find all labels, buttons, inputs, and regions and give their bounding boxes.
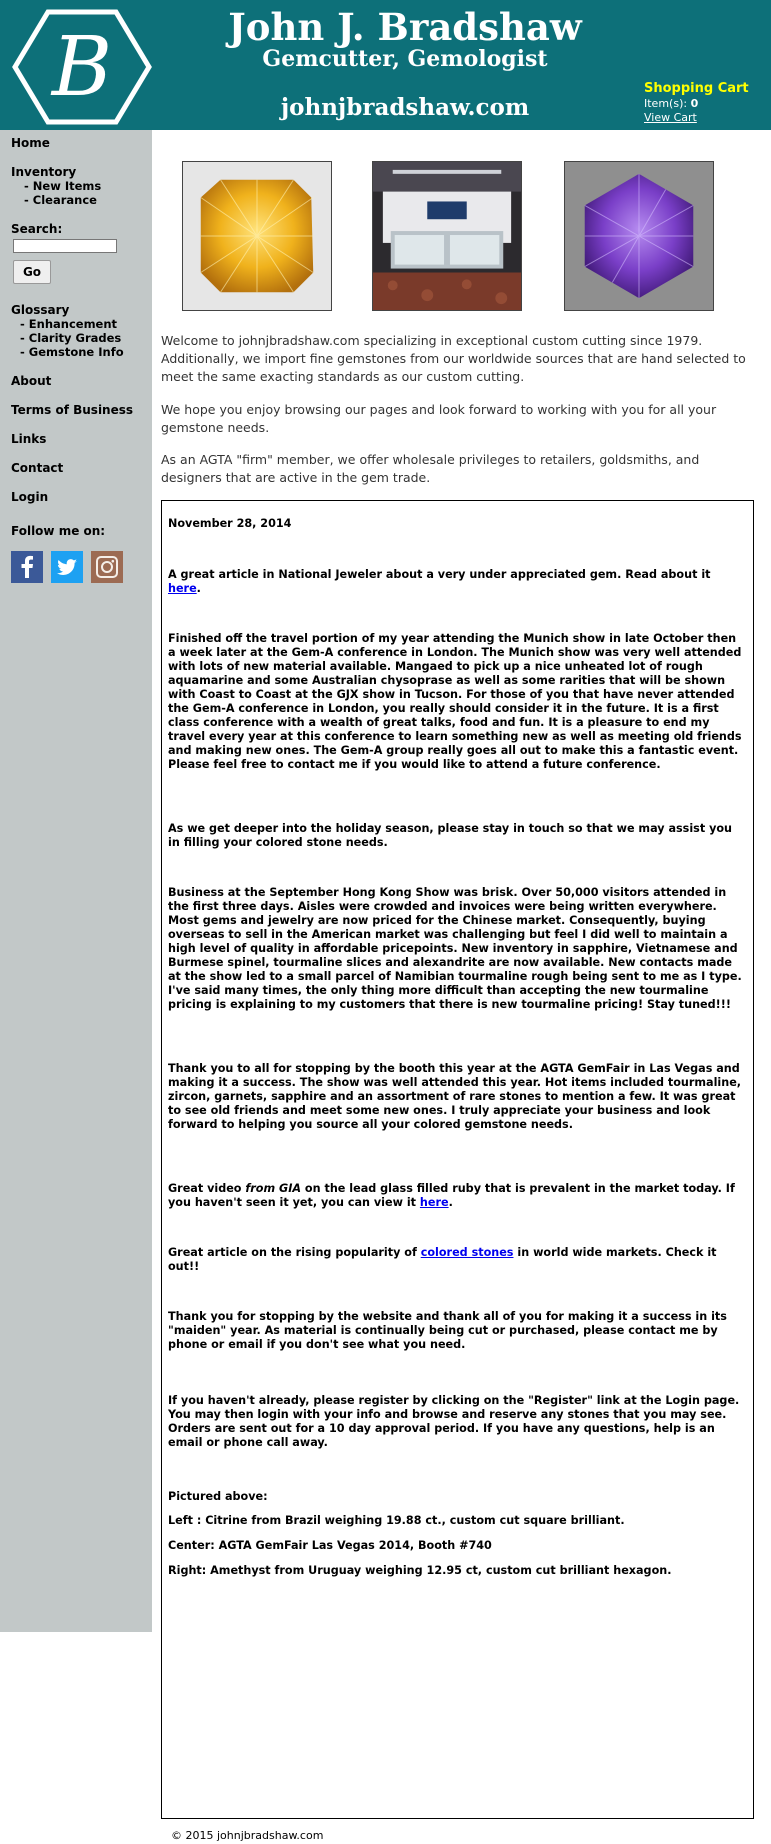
news-register: If you haven't already, please register by clicking on the "Register" link at the Login page. You may then login with your info and browse and reserve any stones that you may see. Orders are sent out for a 10 day approval period. If you have any questions, help is an email or phone call away. bbox=[168, 1394, 740, 1449]
citrine-photo bbox=[182, 161, 332, 311]
article-link[interactable]: here bbox=[168, 582, 197, 595]
news-maiden: Thank you for stopping by the website and thank all of you for making it a success in its "maiden" year. As material is continually being cut or purchased, please contact me by phone or email if you don't see what you need. bbox=[168, 1310, 727, 1351]
site-name: John J. Bradshaw bbox=[228, 5, 582, 49]
intro-paragraph-1: Welcome to johnjbradshaw.com specializing in exceptional custom cutting since 1979. Additionally, we import fine gemstones from our worldwide sources that are hand selected to meet the same exacting standards as our custom cutting. bbox=[161, 333, 746, 384]
nav-new-items[interactable]: - New Items bbox=[24, 179, 102, 193]
news-date: November 28, 2014 bbox=[168, 517, 292, 530]
cart-items-label: Item(s): bbox=[644, 97, 688, 110]
news-colored-stones: Great article on the rising popularity of colored stones in world wide markets. Check it out!! bbox=[168, 1246, 717, 1273]
search-label: Search: bbox=[11, 222, 63, 236]
logo-icon[interactable] bbox=[12, 9, 152, 125]
news-video: Great video from GIA on the lead glass filled ruby that is prevalent in the market today. If you haven't seen it yet, you can view it here. bbox=[168, 1182, 735, 1209]
nav-contact[interactable]: Contact bbox=[11, 461, 64, 475]
follow-label: Follow me on: bbox=[11, 524, 106, 538]
news-pictured: Pictured above: bbox=[168, 1490, 268, 1503]
facebook-icon[interactable] bbox=[11, 551, 43, 583]
news-travel: Finished off the travel portion of my year attending the Munich show in late October then a week later at the Gem-A conference in London. The Munich show was very well attended with lots of new material available. Mangaed to pick up a nice unheated lot of rough aquamarine and some Australian chysoprase as well as some rarities that will be shown with Coast to Coast at the GJX show in Tucson. For those of you that have never attended the Gem-A conference in London, you really should consider it in the future. It is a first class conference with a wealth of great talks, food and fun. It is a pleasure to end my travel every year at this conference to learn something new as well as meeting old friends and making new ones. The Gem-A group really goes all out to make this a fantastic event. Please feel free to contact me if you would like to attend a future conference. bbox=[168, 632, 742, 771]
intro-paragraph-2: We hope you enjoy browsing our pages and look forward to working with you for all your gemstone needs. bbox=[161, 402, 717, 435]
news-caption-left: Left : Citrine from Brazil weighing 19.88 ct., custom cut square brilliant. bbox=[168, 1514, 625, 1527]
nav-enhancement[interactable]: - Enhancement bbox=[20, 317, 118, 331]
cart-items-count: 0 bbox=[690, 97, 699, 110]
nav-clarity-grades[interactable]: - Clarity Grades bbox=[20, 331, 122, 345]
twitter-icon[interactable] bbox=[51, 551, 83, 583]
cart-items bbox=[644, 97, 769, 111]
instagram-icon[interactable] bbox=[91, 551, 123, 583]
nav-about[interactable]: About bbox=[11, 374, 52, 388]
amethyst-photo bbox=[564, 161, 714, 311]
news-caption-center: Center: AGTA GemFair Las Vegas 2014, Booth #740 bbox=[168, 1539, 492, 1552]
nav-terms[interactable]: Terms of Business bbox=[11, 403, 134, 417]
search-input[interactable] bbox=[13, 239, 117, 253]
intro-paragraph-3: As an AGTA "firm" member, we offer wholesale privileges to retailers, goldsmiths, and designers that are active in the gem trade. bbox=[161, 452, 700, 485]
shopping-cart bbox=[644, 81, 769, 125]
cart-title[interactable]: Shopping Cart bbox=[644, 81, 749, 96]
site-tagline: Gemcutter, Gemologist bbox=[262, 46, 548, 72]
booth-photo bbox=[372, 161, 522, 311]
nav-gemstone-info[interactable]: - Gemstone Info bbox=[20, 345, 124, 359]
news-caption-right: Right: Amethyst from Uruguay weighing 12.95 ct, custom cut brilliant hexagon. bbox=[168, 1564, 672, 1577]
footer-copyright: © 2015 johnjbradshaw.com bbox=[171, 1829, 324, 1842]
colored-stones-link[interactable]: colored stones bbox=[420, 1246, 514, 1259]
nav-home[interactable]: Home bbox=[11, 136, 50, 150]
site-domain: johnjbradshaw.com bbox=[280, 94, 530, 121]
news-article-1: A great article in National Jeweler about a very under appreciated gem. Read about it here. bbox=[168, 568, 711, 595]
nav-clearance[interactable]: - Clearance bbox=[24, 193, 97, 207]
nav-glossary[interactable]: Glossary bbox=[11, 303, 70, 317]
nav-links[interactable]: Links bbox=[11, 432, 47, 446]
site-header bbox=[0, 0, 771, 130]
view-cart-link[interactable]: View Cart bbox=[644, 111, 697, 124]
news-hongkong: Business at the September Hong Kong Show was brisk. Over 50,000 visitors attended in the first three days. Aisles were crowded and invoices were being written everywhere. Most gems and jewelry are now priced for the Chinese market. Consequently, buying overseas to sell in the American market was challenging but feel I did well to maintain a high level of quality in affordable pricepoints. New inventory in sapphire, Vietnamese and Burmese spinel, tourmaline slices and alexandrite are now available. New contacts made at the show led to a small parcel of Namibian tourmaline rough being sent to me as I type. I've said many times, the only thing more difficult than accepting the new tourmaline pricing is explaining to my customers that there is new tourmaline pricing! Stay tuned!!! bbox=[168, 886, 742, 1011]
news-box bbox=[161, 500, 754, 1819]
logo-letter: B bbox=[51, 20, 113, 115]
news-gemfair: Thank you to all for stopping by the booth this year at the AGTA GemFair in Las Vegas and making it a success. The show was well attended this year. Hot items included tourmaline, zircon, garnets, sapphire and an assortment of rare stones to mention a few. It was great to see old friends and meet some new ones. I truly appreciate your business and look forward to helping you source all your colored gemstone needs. bbox=[168, 1062, 742, 1131]
video-link[interactable]: here bbox=[419, 1196, 449, 1209]
news-holiday: As we get deeper into the holiday season, please stay in touch so that we may assist you in filling your colored stone needs. bbox=[168, 822, 733, 849]
go-button[interactable]: Go bbox=[13, 260, 51, 284]
nav-login[interactable]: Login bbox=[11, 490, 49, 504]
nav-inventory[interactable]: Inventory bbox=[11, 165, 77, 179]
sidebar bbox=[0, 130, 152, 1632]
